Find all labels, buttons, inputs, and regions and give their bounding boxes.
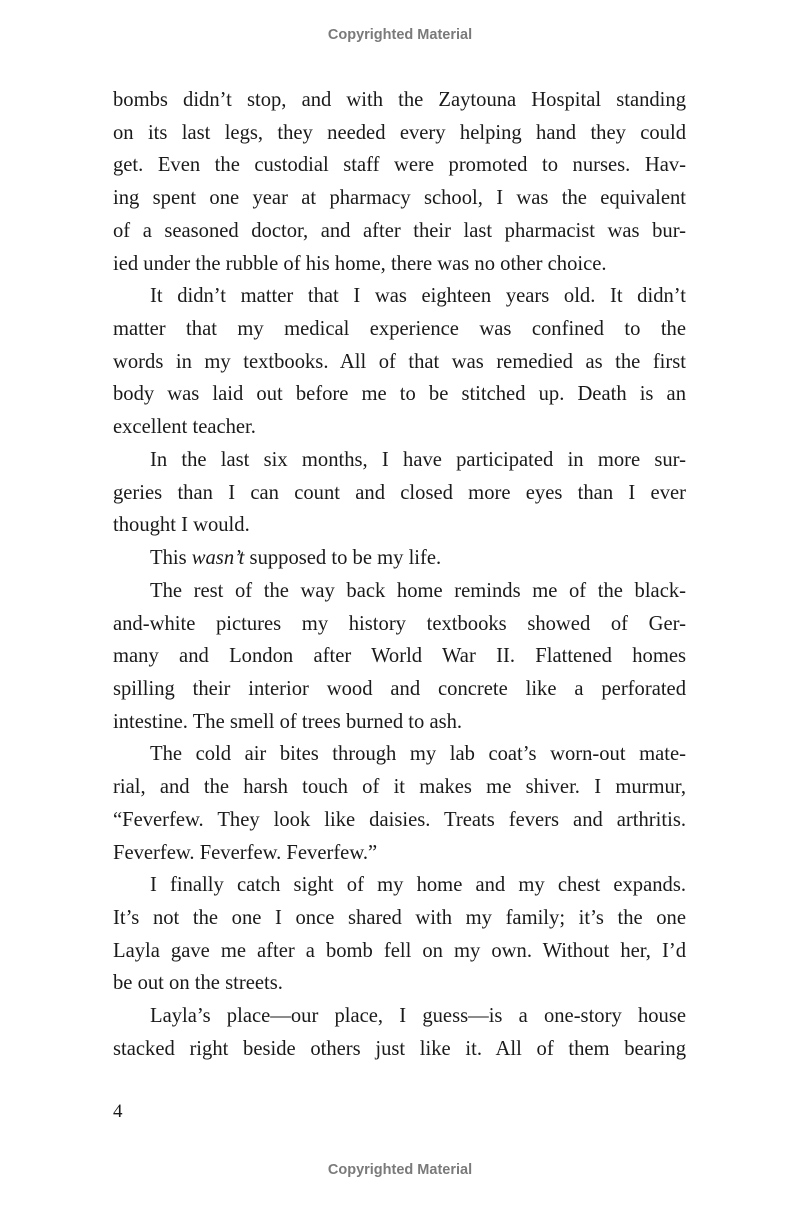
- text-segment: This: [150, 547, 192, 570]
- text-segment: thought I would.: [113, 514, 250, 537]
- text-segment: body was laid out before me to be stitched up. Death is an: [113, 383, 686, 406]
- text-segment: on its last legs, they needed every helping hand they could: [113, 121, 686, 144]
- text-segment: get. Even the custodial staff were promoted to nurses. Hav-: [113, 154, 686, 177]
- text-line: [113, 673, 686, 706]
- text-segment: and-white pictures my history textbooks showed of Ger-: [113, 612, 686, 635]
- text-line: [113, 804, 686, 837]
- text-line: [113, 444, 686, 477]
- italic-text: wasn’t: [191, 547, 245, 570]
- text-line: [113, 477, 686, 510]
- text-segment: stacked right beside others just like it. All of them bearing: [113, 1037, 686, 1060]
- text-segment: The cold air bites through my lab coat’s worn-out mate-: [150, 743, 686, 766]
- text-segment: Layla’s place—our place, I guess—is a one-story house: [150, 1005, 686, 1028]
- text-line: [113, 182, 686, 215]
- text-line: [113, 771, 686, 804]
- text-segment: geries than I can count and closed more eyes than I ever: [113, 481, 686, 504]
- text-segment: words in my textbooks. All of that was remedied as the first: [113, 350, 686, 373]
- text-line: [113, 509, 686, 542]
- text-line: [113, 1000, 686, 1033]
- text-segment: Feverfew. Feverfew. Feverfew.”: [113, 841, 378, 864]
- text-line: [113, 248, 686, 281]
- text-segment: ied under the rubble of his home, there was no other choice.: [113, 252, 607, 275]
- text-segment: spilling their interior wood and concrete like a perforated: [113, 677, 686, 700]
- text-line: [113, 1033, 686, 1066]
- text-segment: excellent teacher.: [113, 416, 256, 439]
- text-line: [113, 869, 686, 902]
- text-segment: I finally catch sight of my home and my chest expands.: [150, 874, 686, 897]
- body-text: [113, 84, 686, 1066]
- text-segment: many and London after World War II. Flattened homes: [113, 645, 686, 668]
- text-line: [113, 411, 686, 444]
- text-line: [113, 280, 686, 313]
- text-line: [113, 935, 686, 968]
- text-segment: bombs didn’t stop, and with the Zaytouna Hospital standing: [113, 89, 686, 111]
- copyright-footer: Copyrighted Material: [327, 1162, 473, 1178]
- text-line: [113, 967, 686, 1000]
- text-line: [113, 84, 686, 117]
- text-segment: It’s not the one I once shared with my family; it’s the one: [113, 906, 686, 929]
- page-number: 4: [113, 1101, 123, 1122]
- text-segment: be out on the streets.: [113, 972, 283, 995]
- text-line: [113, 738, 686, 771]
- text-segment: In the last six months, I have participated in more sur-: [150, 448, 686, 471]
- text-line: [113, 346, 686, 379]
- text-line: [113, 837, 686, 870]
- text-line: [113, 706, 686, 739]
- text-segment: intestine. The smell of trees burned to ash.: [113, 710, 463, 733]
- text-line: [113, 149, 686, 182]
- text-segment: ing spent one year at pharmacy school, I was the equivalent: [113, 187, 686, 210]
- text-segment: “Feverfew. They look like daisies. Treats fevers and arthritis.: [113, 808, 686, 831]
- text-line: [113, 640, 686, 673]
- text-segment: supposed to be my life.: [244, 547, 442, 570]
- copyright-header: Copyrighted Material: [327, 27, 473, 43]
- text-segment: It didn’t matter that I was eighteen years old. It didn’t: [150, 285, 686, 308]
- text-segment: rial, and the harsh touch of it makes me shiver. I murmur,: [113, 776, 686, 799]
- text-segment: The rest of the way back home reminds me of the black-: [150, 579, 686, 602]
- text-segment: Layla gave me after a bomb fell on my own. Without her, I’d: [113, 939, 686, 962]
- text-line: [113, 902, 686, 935]
- text-segment: matter that my medical experience was confined to the: [113, 318, 686, 341]
- text-line: [113, 313, 686, 346]
- text-line: [113, 608, 686, 641]
- text-line: [113, 575, 686, 608]
- text-line: [113, 117, 686, 150]
- text-line: [113, 542, 686, 575]
- text-segment: of a seasoned doctor, and after their last pharmacist was bur-: [113, 219, 686, 242]
- text-line: [113, 215, 686, 248]
- text-line: [113, 378, 686, 411]
